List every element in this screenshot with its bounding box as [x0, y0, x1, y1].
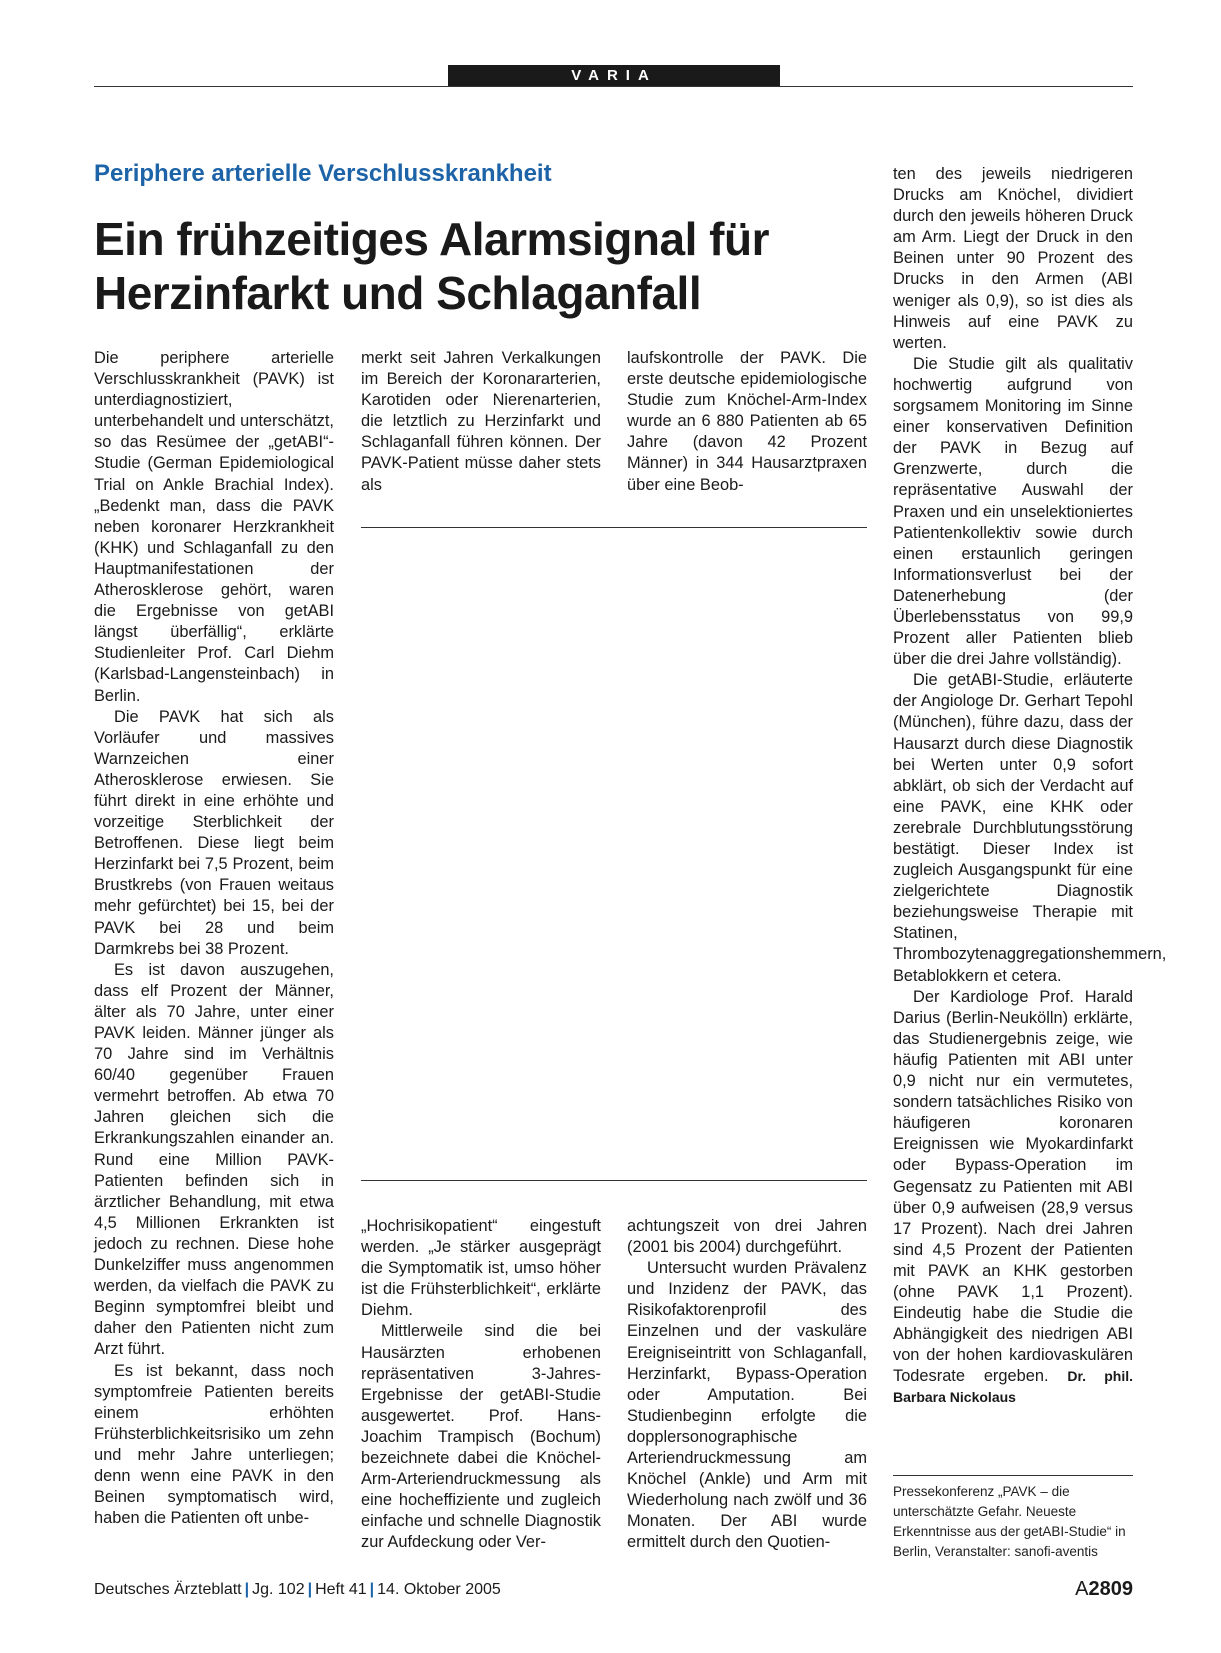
- journal-issue: Heft 41: [315, 1581, 367, 1598]
- page-number: [1075, 1578, 1133, 1601]
- journal-name: Deutsches Ärzteblatt: [94, 1581, 242, 1598]
- page-footer: [94, 1581, 501, 1599]
- paragraph: Es ist bekannt, dass noch symptomfreie Patienten bereits einem erhöhten Frühsterblichkeitsrisiko um zehn und mehr Jahre unterliegen; denn wenn eine PAVK in den Beinen symptomatisch wird, haben die Patienten oft unbe-: [94, 1361, 334, 1528]
- text-column-3-top: [627, 348, 867, 496]
- page-prefix: A: [1075, 1578, 1089, 1600]
- page-number-value: 2809: [1088, 1578, 1133, 1600]
- footer-separator: |: [307, 1581, 313, 1598]
- section-rule: [94, 86, 1133, 87]
- journal-date: 14. Oktober 2005: [377, 1581, 501, 1598]
- section-tag: VARIA: [448, 65, 780, 86]
- text-column-2-top: [361, 348, 601, 496]
- text-column-2-bottom: [361, 1216, 601, 1554]
- paragraph: ten des jeweils niedrigeren Drucks am Knöchel, dividiert durch den jeweils höheren Druck am Arm. Liegt der Druck in den Beinen unter 90 Prozent des Drucks in den Armen (ABI weniger als 0,9), so ist dies als Hinweis auf eine PAVK zu werten.: [893, 165, 1133, 352]
- paragraph: [893, 987, 1133, 1409]
- paragraph-text: Der Kardiologe Prof. Harald Darius (Berlin-Neukölln) erklärte, das Studienergebnis zeige, wie häufig Patienten mit ABI unter 0,9 nicht nur ein vermutetes, sondern tatsächliches Risiko von häufigeren koronaren Ereignissen wie Myokardinfarkt oder Bypass-Operation im Gegensatz zu Patienten mit ABI über 0,9 aufweisen (28,9 versus 17 Prozent). Nach drei Jahren sind 4,5 Prozent der Patienten mit PAVK an KHK gestorben (ohne PAVK 1,1 Prozent). Eindeutig habe die Studie die Abhängigkeit des niedrigen ABI von der hohen kardiovaskulären Todesrate ergeben.: [893, 987, 1133, 1386]
- paragraph: „Hochrisikopatient“ eingestuft werden. „Je stärker ausgeprägt die Symptomatik ist, umso höher ist die Frühsterblichkeit“, erklärte Diehm.: [361, 1217, 601, 1320]
- article-headline: Ein frühzeitiges Alarmsignal für Herzinfarkt und Schlaganfall: [94, 213, 769, 319]
- source-note: Pressekonferenz „PAVK – die unterschätzte Gefahr. Neueste Erkenntnisse aus der getABI-Studie“ in Berlin, Veranstalter: sanofi-aventis: [893, 1484, 1126, 1559]
- journal-volume: Jg. 102: [252, 1581, 305, 1598]
- paragraph: Mittlerweile sind die bei Hausärzten erhobenen repräsentativen 3-Jahres-Ergebnisse der getABI-Studie ausgewertet. Prof. Hans-Joachim Trampisch (Bochum) bezeichnete dabei die Knöchel-Arm-Arteriendruckmessung als eine hocheffiziente und zugleich einfache und schnelle Diagnostik zur Aufdeckung oder Ver-: [361, 1322, 601, 1552]
- figure-area: [361, 527, 867, 1181]
- text-column-1: [94, 348, 334, 1529]
- footer-separator: |: [369, 1581, 375, 1598]
- paragraph: Es ist davon auszugehen, dass elf Prozent der Männer, älter als 70 Jahre, unter einer PAVK leiden. Männer jünger als 70 Jahre sind im Verhältnis 60/40 gegenüber Frauen vermehrt betroffen. Ab etwa 70 Jahren gleichen sich die Erkrankungszahlen einander an. Rund eine Million PAVK-Patienten befinden sich in ärztlicher Behandlung, mit etwa 4,5 Millionen Erkrankten ist jedoch zu rechnen. Diese hohe Dunkelziffer muss angenommen werden, da vielfach die PAVK zu Beginn symptomfrei bleibt und daher den Patienten nicht zum Arzt führt.: [94, 960, 334, 1359]
- text-column-4: [893, 164, 1167, 1409]
- source-rule: [893, 1475, 1133, 1476]
- paragraph: Die PAVK hat sich als Vorläufer und massives Warnzeichen einer Atherosklerose erwiesen. Sie führt direkt in eine erhöhte und vorzeitige Sterblichkeit der Betroffenen. Diese liegt beim Herzinfarkt bei 7,5 Prozent, beim Brustkrebs (von Frauen weitaus mehr gefürchtet) bei 15, bei der PAVK bei 28 und beim Darmkrebs bei 38 Prozent.: [94, 707, 334, 958]
- article-kicker: Periphere arterielle Verschlusskrankheit: [94, 160, 552, 187]
- paragraph: Die periphere arterielle Verschlusskrankheit (PAVK) ist unterdiagnostiziert, unterbehandelt und unterschätzt, so das Resümee der „getABI“-Studie (German Epidemiological Trial on Ankle Brachial Index). „Bedenkt man, dass die PAVK neben koronarer Herzkrankheit (KHK) und Schlaganfall zu den Hauptmanifestationen der Atherosklerose gehört, waren die Ergebnisse von getABI längst überfällig“, erklärte Studienleiter Prof. Carl Diehm (Karlsbad-Langensteinbach) in Berlin.: [94, 349, 334, 705]
- paragraph: laufskontrolle der PAVK. Die erste deutsche epidemiologische Studie zum Knöchel-Arm-Index wurde an 6 880 Patienten ab 65 Jahre (davon 42 Prozent Männer) in 344 Hausarztpraxen über eine Beob-: [627, 349, 867, 494]
- footer-separator: |: [244, 1581, 250, 1598]
- author-signature: Dr. phil. Barbara Nickolaus: [893, 1368, 1133, 1406]
- paragraph: Die getABI-Studie, erläuterte der Angiologe Dr. Gerhart Tepohl (München), führe dazu, dass der Hausarzt durch diese Diagnostik bei Werten unter 0,9 sofort abklärt, ob sich der Verdacht auf eine PAVK, eine KHK oder zerebrale Durchblutungsstörung bestätigt. Dieser Index ist zugleich Ausgangspunkt für eine zielgerichtete Diagnostik beziehungsweise Therapie mit Statinen, Thrombozytenaggregationshemmern, Betablokkern et cetera.: [893, 671, 1167, 985]
- paragraph: Die Studie gilt als qualitativ hochwertig aufgrund von sorgsamem Monitoring im Sinne einer konservativen Definition der PAVK in Bezug auf Grenzwerte, durch die repräsentative Auswahl der Praxen und ein unselektioniertes Patientenkollektiv sowie durch einen erstaunlich geringen Informationsverlust bei der Datenerhebung (der Überlebensstatus von 99,9 Prozent aller Patienten blieb über die drei Jahre vollständig).: [893, 354, 1133, 669]
- text-column-3-bottom: [627, 1216, 867, 1554]
- paragraph: achtungszeit von drei Jahren (2001 bis 2004) durchgeführt.: [627, 1217, 867, 1257]
- paragraph: Untersucht wurden Prävalenz und Inzidenz der PAVK, das Risikofaktorenprofil des Einzelnen und der vaskuläre Ereigniseintritt von Schlaganfall, Herzinfarkt, Bypass-Operation oder Amputation. Bei Studienbeginn erfolgte die dopplersonographische Arteriendruckmessung am Knöchel (Ankle) und Arm mit Wiederholung nach zwölf und 36 Monaten. Der ABI wurde ermittelt durch den Quotien-: [627, 1259, 867, 1552]
- paragraph: merkt seit Jahren Verkalkungen im Bereich der Koronararterien, Karotiden oder Nierenarterien, die letztlich zu Herzinfarkt und Schlaganfall führen können. Der PAVK-Patient müsse daher stets als: [361, 349, 601, 494]
